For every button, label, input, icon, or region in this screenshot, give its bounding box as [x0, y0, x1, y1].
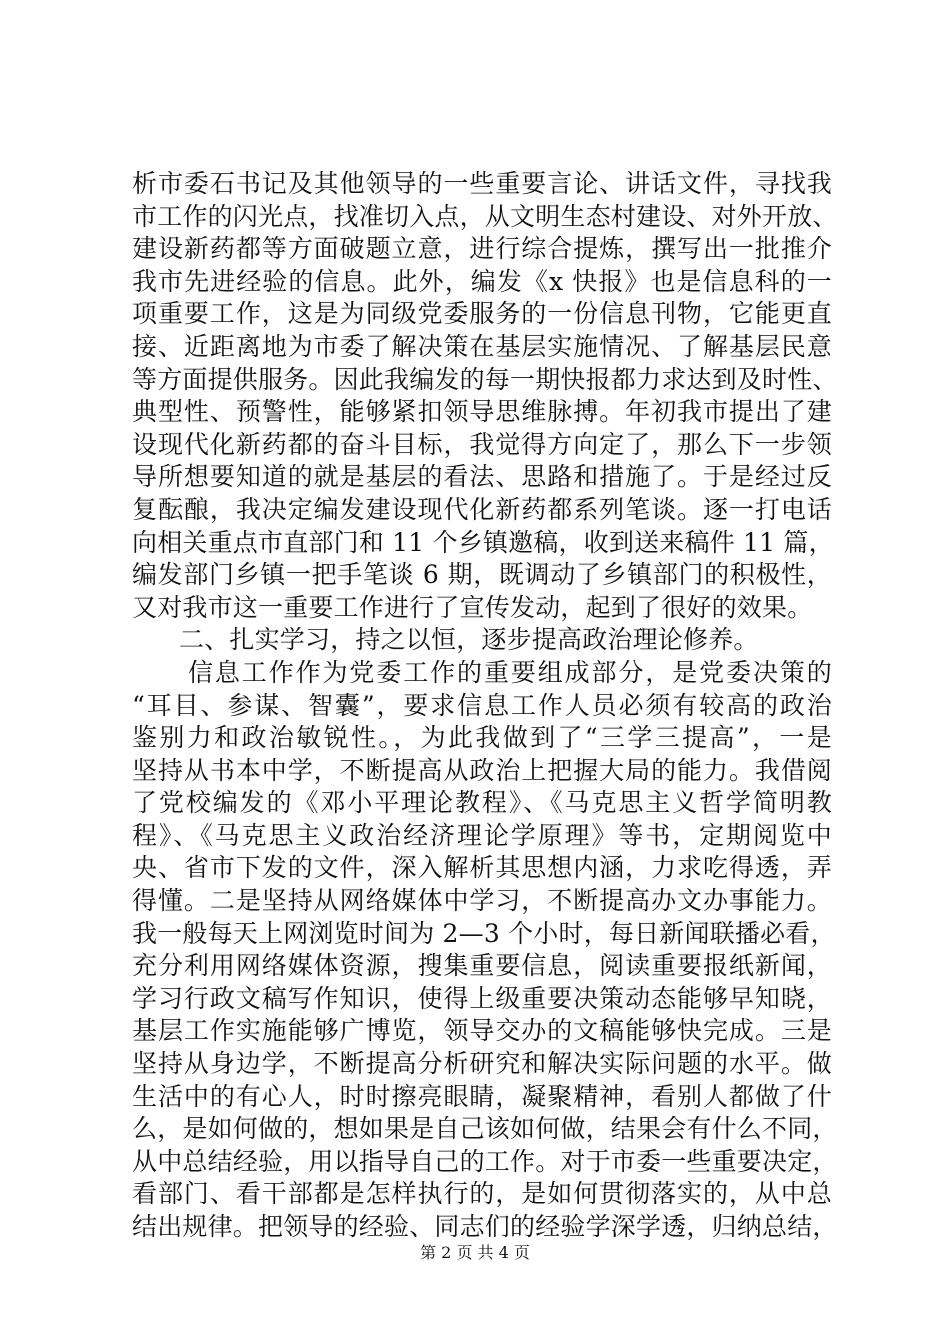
text-line: 坚持从身边学，不断提高分析研究和解决实际问题的水平。做 [132, 1049, 832, 1079]
text-line: 向相关重点市直部门和 11 个乡镇邀稿，收到送来稿件 11 篇， [132, 527, 834, 557]
text-line: 充分利用网络媒体资源，搜集重要信息，阅读重要报纸新闻， [132, 951, 832, 981]
text-line: 学习行政文稿写作知识，使得上级重要决策动态能够早知晓， [132, 983, 832, 1013]
text-line: 程》、《马克思主义政治经济理论学原理》等书，定期阅览中 [132, 820, 832, 850]
text-line: 看部门、看干部都是怎样执行的，是如何贯彻落实的，从中总 [132, 1179, 832, 1209]
text-line: 编发部门乡镇一把手笔谈 6 期，既调动了乡镇部门的积极性， [132, 560, 832, 590]
text-line: 建设新药都等方面破题立意，进行综合提炼，撰写出一批推介 [132, 234, 832, 264]
text-line: 析市委石书记及其他领导的一些重要言论、讲话文件，寻找我 [132, 169, 832, 198]
text-line: 了党校编发的《邓小平理论教程》、《马克思主义哲学简明教 [132, 788, 832, 818]
text-line: 鉴别力和政治敏锐性。，为此我做到了“三学三提高”，一是 [132, 723, 832, 753]
text-line: 生活中的有心人，时时擦亮眼睛，凝聚精神，看别人都做了什 [132, 1081, 832, 1111]
text-line: 从中总结经验，用以指导自己的工作。对于市委一些重要决定， [132, 1146, 838, 1176]
text-line: 又对我市这一重要工作进行了宣传发动，起到了很好的效果。 [132, 592, 813, 622]
section-heading: 二、扎实学习，持之以恒，逐步提高政治理论修养。 [179, 625, 759, 655]
text-line: 设现代化新药都的奋斗目标，我觉得方向定了，那么下一步领 [132, 429, 832, 459]
text-line: 市工作的闪光点，找准切入点，从文明生态村建设、对外开放、 [132, 201, 838, 231]
page-footer: 第 2 页 共 4 页 [420, 1243, 530, 1262]
text-line: 得懂。二是坚持从网络媒体中学习，不断提高办文办事能力。 [132, 886, 832, 916]
text-line: 接、近距离地为市委了解决策在基层实施情况、了解基层民意 [132, 331, 832, 361]
text-line: 我一般每天上网浏览时间为 2—3 个小时，每日新闻联播必看， [132, 918, 836, 948]
text-line: 复酝酿，我决定编发建设现代化新药都系列笔谈。逐一打电话 [132, 494, 832, 524]
body-text [132, 168, 838, 1244]
text-line: 导所想要知道的就是基层的看法、思路和措施了。于是经过反 [132, 462, 832, 492]
text-line: 信息工作作为党委工作的重要组成部分，是党委决策的 [188, 657, 832, 687]
text-line: 我市先进经验的信息。此外，编发《x 快报》也是信息科的一 [132, 266, 832, 296]
text-line: 结出规律。把领导的经验、同志们的经验学深学透，归纳总结， [132, 1212, 838, 1241]
text-line: 坚持从书本中学，不断提高从政治上把握大局的能力。我借阅 [132, 755, 832, 785]
text-line: 等方面提供服务。因此我编发的每一期快报都力求达到及时性、 [132, 364, 838, 394]
text-line: “耳目、参谋、智囊”，要求信息工作人员必须有较高的政治 [132, 690, 832, 720]
text-line: 央、省市下发的文件，深入解析其思想内涵，力求吃得透，弄 [132, 853, 832, 883]
text-line: 项重要工作，这是为同级党委服务的一份信息刊物，它能更直 [132, 299, 832, 329]
text-line: 典型性、预警性，能够紧扣领导思维脉搏。年初我市提出了建 [132, 397, 832, 427]
text-line: 么，是如何做的，想如果是自己该如何做，结果会有什么不同， [132, 1114, 838, 1144]
text-line: 基层工作实施能够广博览，领导交办的文稿能够快完成。三是 [132, 1016, 832, 1046]
